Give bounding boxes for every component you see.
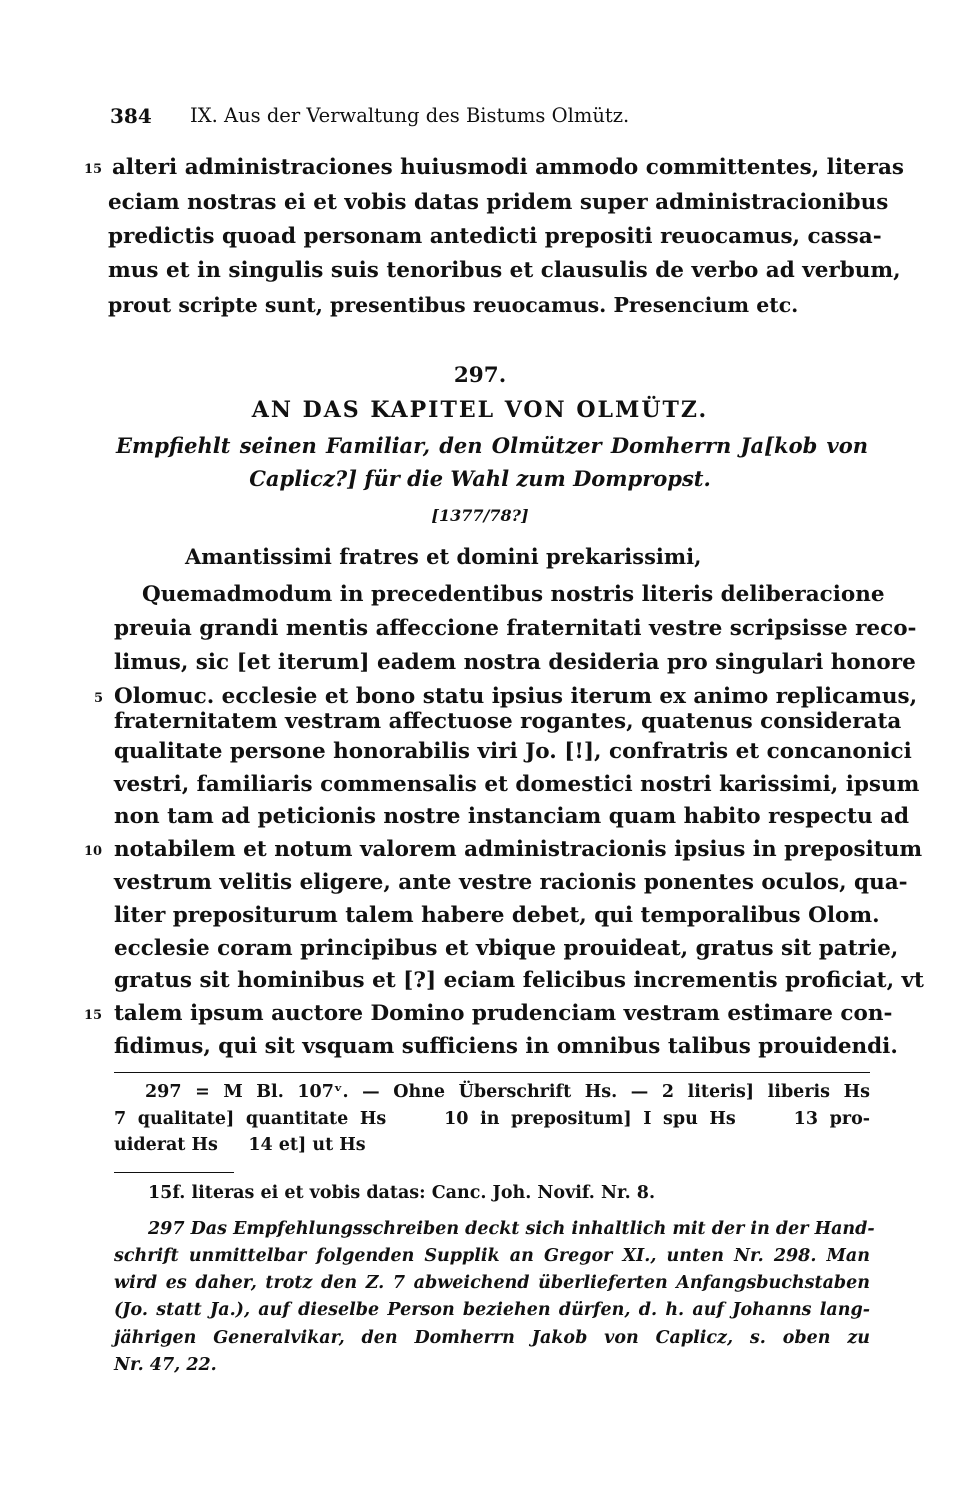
line-number: 10	[84, 844, 103, 859]
notes-rule	[114, 1172, 234, 1173]
body-line: notabilem et notum valorem administracionis ipsius in prepositum	[114, 837, 923, 862]
body-line: vestri, familiaris commensalis et domestici nostri karissimi, ipsum	[114, 772, 920, 797]
text-line: alteri administraciones huiusmodi ammodo committentes, literas	[112, 155, 904, 180]
addressee-heading: AN DAS KAPITEL VON OLMÜTZ.	[251, 397, 709, 423]
document-number: 297.	[453, 363, 507, 388]
body-line: gratus sit hominibus et [?] eciam felicibus incrementis proficiat, vt	[114, 968, 924, 993]
apparatus-line: 297 = M Bl. 107ᵛ. — Ohne Überschrift Hs. — 2 literis] liberis Hs	[145, 1082, 870, 1102]
note-line: schrift unmittelbar folgenden Supplik an Gregor XI., unten Nr. 298. Man	[114, 1246, 870, 1266]
note-line: 15f. literas ei et vobis datas: Canc. Joh. Novif. Nr. 8.	[148, 1183, 656, 1203]
body-line: vestrum velitis eligere, ante vestre racionis ponentes oculos, qua-	[114, 870, 908, 895]
note-line: 297 Das Empfehlungsschreiben deckt sich inhaltlich mit der in der Hand-	[148, 1219, 875, 1239]
note-line: wird es daher, trotz den Z. 7 abweichend überlieferten Anfangsbuchstaben	[114, 1273, 870, 1293]
note-line: Nr. 47, 22.	[114, 1355, 217, 1375]
line-number: 15	[84, 1008, 103, 1023]
footnote-rule	[114, 1072, 870, 1073]
body-line: ecclesie coram principibus et vbique prouideat, gratus sit patrie,	[114, 936, 899, 961]
running-title: IX. Aus der Verwaltung des Bistums Olmütz.	[190, 104, 630, 127]
body-line: fidimus, qui sit vsquam sufficiens in omnibus talibus prouidendi.	[114, 1034, 898, 1059]
body-line: preuia grandi mentis affeccione fraternitati vestre scripsisse reco-	[114, 616, 917, 641]
apparatus-line: 7 qualitate] quantitate Hs 10 in prepositum] I spu Hs 13 pro-	[114, 1109, 870, 1129]
page-number: 384	[110, 104, 152, 128]
body-line: Olomuc. ecclesie et bono statu ipsius iterum ex animo replicamus,	[114, 684, 918, 709]
salutation: Amantissimi fratres et domini prekarissimi,	[185, 544, 702, 569]
line-number: 5	[94, 691, 104, 706]
summary-line: Caplicz?] für die Wahl zum Dompropst.	[249, 466, 711, 491]
note-line: (Jo. statt Ja.), auf dieselbe Person beziehen dürfen, d. h. auf Johanns lang-	[114, 1300, 870, 1320]
note-line: jährigen Generalvikar, den Domherrn Jakob von Caplicz, s. oben zu	[114, 1328, 870, 1348]
apparatus-line: uiderat Hs 14 et] ut Hs	[114, 1135, 366, 1155]
summary-line: Empfiehlt seinen Familiar, den Olmützer Domherrn Ja[kob von	[116, 433, 868, 458]
body-line: qualitate persone honorabilis viri Jo. [!], confratris et concanonici	[114, 739, 912, 764]
body-line: limus, sic [et iterum] eadem nostra desideria pro singulari honore	[114, 650, 916, 675]
body-line: liter prepositurum talem habere debet, qui temporalibus Olom.	[114, 903, 880, 928]
text-line: predictis quoad personam antedicti prepositi reuocamus, cassa-	[108, 224, 882, 249]
body-line: Quemadmodum in precedentibus nostris literis deliberacione	[142, 582, 885, 607]
body-line: fraternitatem vestram affectuose rogantes, quatenus considerata	[114, 709, 902, 734]
text-line: prout scripte sunt, presentibus reuocamus. Presencium etc.	[108, 293, 799, 317]
body-line: talem ipsum auctore Domino prudenciam vestram estimare con-	[114, 1001, 893, 1026]
line-number: 15	[84, 162, 103, 177]
body-line: non tam ad peticionis nostre instanciam quam habito respectu ad	[114, 804, 910, 829]
text-line: eciam nostras ei et vobis datas pridem super administracionibus	[108, 190, 889, 215]
document-date: [1377/78?]	[431, 506, 529, 525]
text-line: mus et in singulis suis tenoribus et clausulis de verbo ad verbum,	[108, 258, 901, 283]
